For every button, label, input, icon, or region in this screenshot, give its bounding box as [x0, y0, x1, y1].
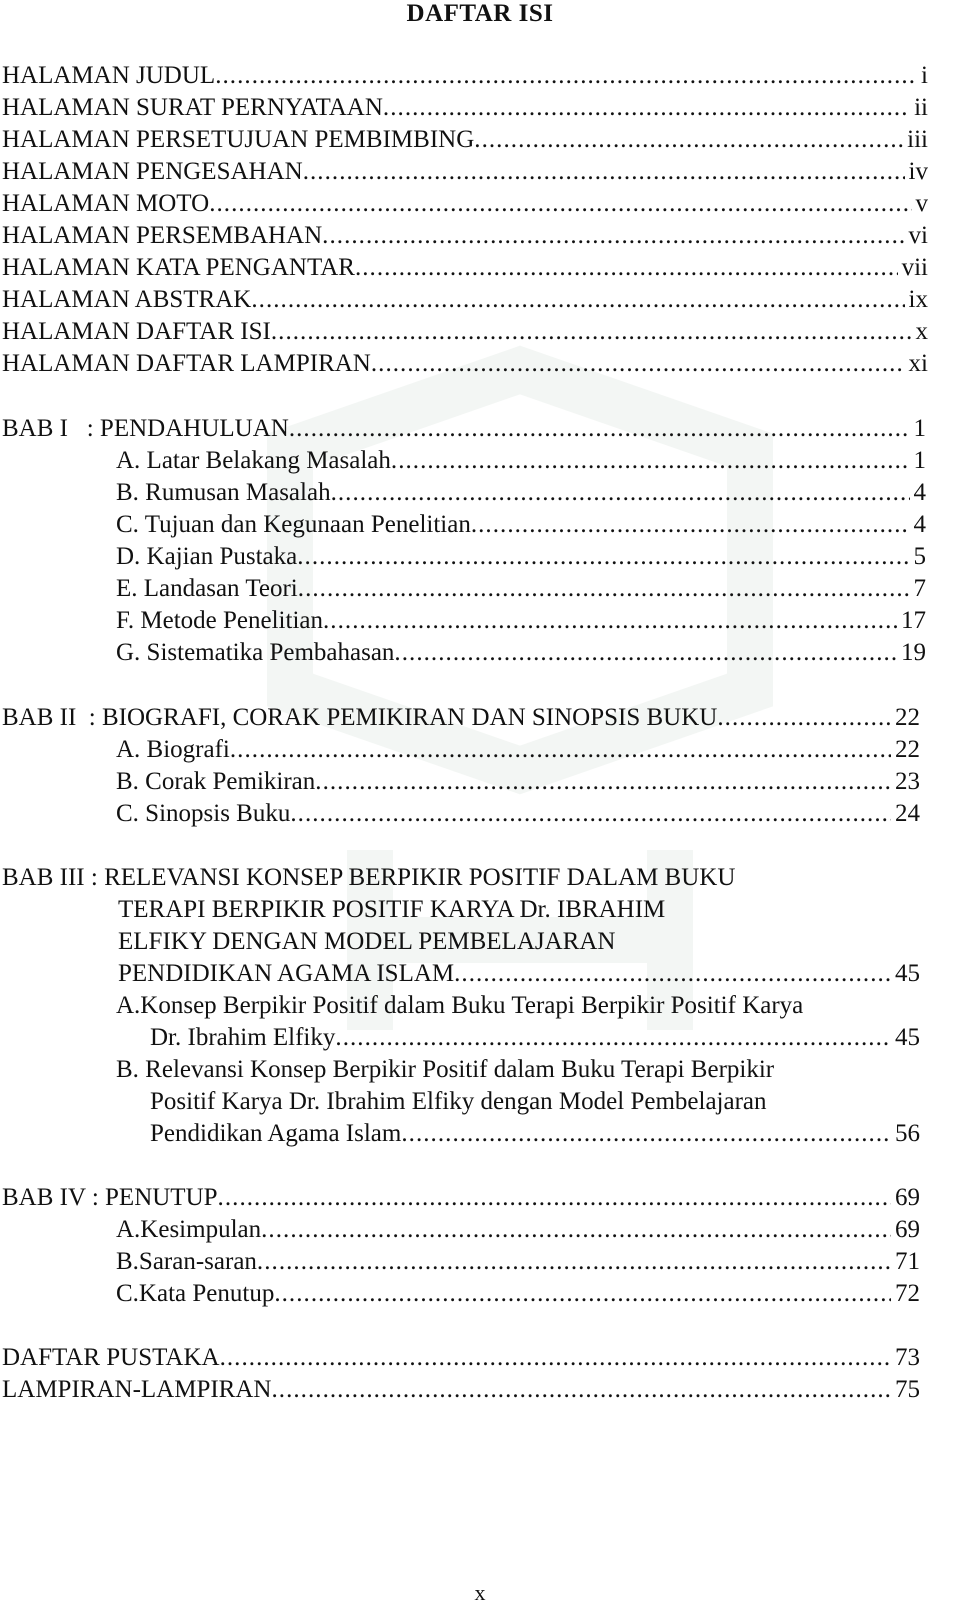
chapter-heading[interactable]: [118, 958, 920, 990]
entry-label: B. Corak Pemikiran: [116, 768, 316, 795]
entry-page: 75: [895, 1376, 920, 1403]
leader-dots: [717, 702, 891, 734]
chapter-page: 1: [913, 415, 926, 442]
entry-page: x: [915, 318, 928, 345]
entry-page: 69: [895, 1216, 920, 1243]
entry-label-line[interactable]: B. Relevansi Konsep Berpikir Positif dalam Buku Terapi Berpikir: [116, 1056, 775, 1083]
leader-dots: [209, 188, 911, 220]
entry-label: HALAMAN PENGESAHAN: [2, 158, 303, 185]
toc-entry[interactable]: [2, 1342, 920, 1374]
toc-entry[interactable]: [150, 1022, 920, 1054]
leader-dots: [454, 958, 891, 990]
chapter-page: 69: [895, 1184, 920, 1211]
leader-dots: [303, 156, 905, 188]
entry-page: 56: [895, 1120, 920, 1147]
entry-label-line: Positif Karya Dr. Ibrahim Elfiky dengan Model Pembelajaran: [150, 1088, 767, 1115]
toc-entry[interactable]: [2, 124, 928, 156]
leader-dots: [383, 92, 910, 124]
leader-dots: [289, 413, 910, 445]
leader-dots: [323, 605, 897, 637]
entry-label: Dr. Ibrahim Elfiky: [150, 1024, 336, 1051]
leader-dots: [271, 316, 912, 348]
entry-label: E. Landasan Teori: [116, 575, 298, 602]
entry-page: 4: [913, 511, 926, 538]
entry-page: 73: [895, 1344, 920, 1371]
chapter-label: BAB I : PENDAHULUAN: [2, 415, 289, 442]
entry-label: LAMPIRAN-LAMPIRAN: [2, 1376, 272, 1403]
entry-page: 24: [895, 800, 920, 827]
leader-dots: [391, 445, 910, 477]
toc-entry[interactable]: [116, 1246, 920, 1278]
leader-dots: [271, 1374, 891, 1406]
toc-entry[interactable]: [2, 1374, 920, 1406]
entry-label: HALAMAN ABSTRAK: [2, 286, 252, 313]
toc-entry[interactable]: [116, 541, 926, 573]
leader-dots: [257, 1246, 891, 1278]
leader-dots: [335, 1022, 891, 1054]
entry-label: DAFTAR PUSTAKA: [2, 1344, 220, 1371]
entry-page: i: [921, 62, 928, 89]
entry-label: HALAMAN MOTO: [2, 190, 210, 217]
chapter-heading[interactable]: [2, 413, 926, 445]
leader-dots: [315, 766, 891, 798]
page-number: x: [474, 1580, 486, 1605]
leader-dots: [331, 477, 910, 509]
entry-page: vii: [901, 254, 928, 281]
toc-entry[interactable]: [2, 156, 928, 188]
entry-page: 7: [913, 575, 926, 602]
toc-entry[interactable]: [2, 348, 928, 380]
entry-label: D. Kajian Pustaka: [116, 543, 298, 570]
toc-entry[interactable]: [116, 605, 926, 637]
toc-entry[interactable]: [2, 92, 928, 124]
entry-label: HALAMAN DAFTAR ISI: [2, 318, 271, 345]
entry-page: ix: [908, 286, 928, 313]
chapter-page: 45: [895, 960, 920, 987]
leader-dots: [290, 798, 891, 830]
toc-entry[interactable]: [2, 284, 928, 316]
leader-dots: [322, 220, 904, 252]
toc-entry[interactable]: [150, 1118, 920, 1150]
entry-label: A. Biografi: [116, 736, 230, 763]
entry-page: v: [915, 190, 928, 217]
toc-entry[interactable]: [2, 220, 928, 252]
leader-dots: [251, 284, 904, 316]
chapter-heading-line[interactable]: BAB III : RELEVANSI KONSEP BERPIKIR POSITIF DALAM BUKU: [2, 864, 736, 891]
entry-page: 72: [895, 1280, 920, 1307]
entry-label: HALAMAN SURAT PERNYATAAN: [2, 94, 383, 121]
entry-page: 23: [895, 768, 920, 795]
entry-page: 17: [901, 607, 926, 634]
entry-label: B. Rumusan Masalah: [116, 479, 331, 506]
entry-label: HALAMAN DAFTAR LAMPIRAN: [2, 350, 371, 377]
toc-entry[interactable]: [116, 734, 920, 766]
entry-label: A. Latar Belakang Masalah: [116, 447, 391, 474]
entry-page: 5: [913, 543, 926, 570]
entry-label: HALAMAN JUDUL: [2, 62, 216, 89]
entry-page: xi: [908, 350, 928, 377]
leader-dots: [218, 1182, 891, 1214]
toc-title: DAFTAR ISI: [406, 0, 554, 27]
entry-page: 71: [895, 1248, 920, 1275]
chapter-label: BAB IV : PENUTUP: [2, 1184, 218, 1211]
entry-page: 1: [913, 447, 926, 474]
chapter-heading[interactable]: [2, 702, 920, 734]
entry-page: 19: [901, 639, 926, 666]
toc-entry[interactable]: [116, 1214, 920, 1246]
entry-page: 45: [895, 1024, 920, 1051]
entry-page: 4: [913, 479, 926, 506]
entry-label-line[interactable]: A.Konsep Berpikir Positif dalam Buku Terapi Berpikir Positif Karya: [116, 992, 804, 1019]
toc-entry[interactable]: [116, 445, 926, 477]
leader-dots: [220, 1342, 891, 1374]
chapter-label: BAB II : BIOGRAFI, CORAK PEMIKIRAN DAN SINOPSIS BUKU: [2, 704, 718, 731]
entry-label: C. Tujuan dan Kegunaan Penelitian: [116, 511, 471, 538]
leader-dots: [297, 541, 909, 573]
leader-dots: [215, 60, 917, 92]
entry-label: HALAMAN PERSEMBAHAN: [2, 222, 323, 249]
toc-entry[interactable]: [116, 477, 926, 509]
entry-label: G. Sistematika Pembahasan: [116, 639, 395, 666]
entry-label: F. Metode Penelitian: [116, 607, 323, 634]
leader-dots: [230, 734, 891, 766]
entry-page: iii: [907, 126, 928, 153]
toc-entry[interactable]: [2, 252, 928, 284]
entry-label: C.Kata Penutup: [116, 1280, 275, 1307]
chapter-page: 22: [895, 704, 920, 731]
leader-dots: [261, 1214, 891, 1246]
chapter-heading-line: TERAPI BERPIKIR POSITIF KARYA Dr. IBRAHIM: [118, 896, 666, 923]
leader-dots: [474, 124, 903, 156]
leader-dots: [355, 252, 898, 284]
chapter-label: PENDIDIKAN AGAMA ISLAM: [118, 960, 455, 987]
leader-dots: [394, 637, 897, 669]
entry-page: ii: [914, 94, 928, 121]
toc-entry[interactable]: [116, 766, 920, 798]
leader-dots: [274, 1278, 891, 1310]
entry-page: vi: [908, 222, 928, 249]
toc-entry[interactable]: [116, 798, 920, 830]
toc-entry[interactable]: [2, 316, 928, 348]
toc-entry[interactable]: [2, 60, 928, 92]
toc-entry[interactable]: [116, 637, 926, 669]
toc-entry[interactable]: [2, 188, 928, 220]
entry-label: A.Kesimpulan: [116, 1216, 262, 1243]
leader-dots: [298, 573, 910, 605]
entry-label: HALAMAN PERSETUJUAN PEMBIMBING: [2, 126, 475, 153]
toc-entry[interactable]: [116, 1278, 920, 1310]
entry-label: C. Sinopsis Buku: [116, 800, 291, 827]
chapter-heading[interactable]: [2, 1182, 920, 1214]
entry-label: B.Saran-saran: [116, 1248, 257, 1275]
leader-dots: [471, 509, 910, 541]
leader-dots: [371, 348, 905, 380]
toc-entry[interactable]: [116, 573, 926, 605]
entry-label: Pendidikan Agama Islam: [150, 1120, 402, 1147]
leader-dots: [401, 1118, 891, 1150]
entry-page: iv: [908, 158, 928, 185]
entry-page: 22: [895, 736, 920, 763]
toc-entry[interactable]: [116, 509, 926, 541]
entry-label: HALAMAN KATA PENGANTAR: [2, 254, 355, 281]
chapter-heading-line: ELFIKY DENGAN MODEL PEMBELAJARAN: [118, 928, 616, 955]
